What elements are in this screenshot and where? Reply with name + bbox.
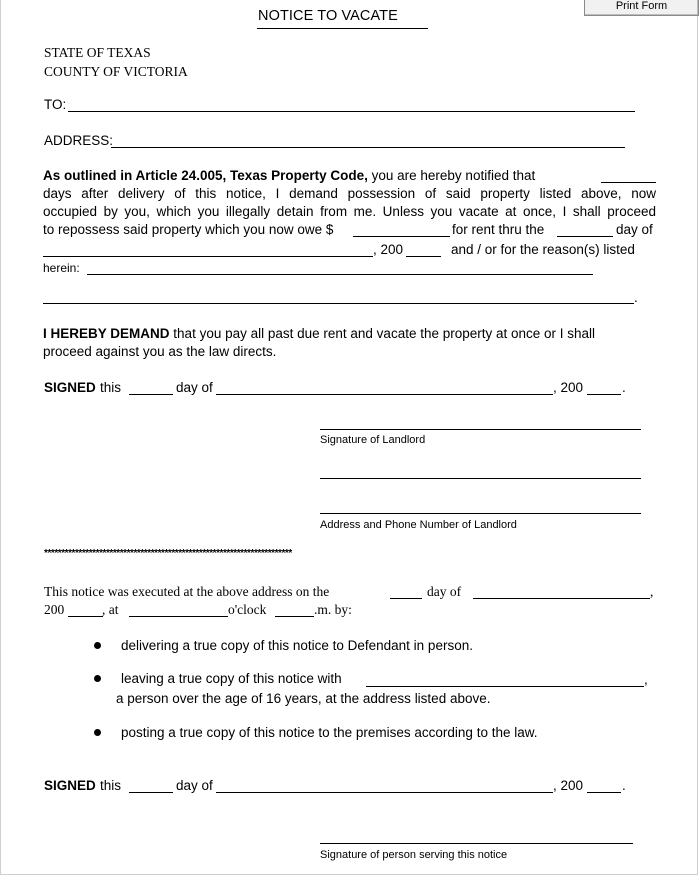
p1-owe-text: to repossess said property which you now owe $ <box>43 222 334 237</box>
address-label: ADDRESS: <box>44 133 114 148</box>
landlord-address-field-2[interactable] <box>320 513 641 514</box>
signed1-end: . <box>622 380 626 395</box>
signed2-day-of: day of <box>176 778 213 793</box>
asterisk-separator: ************************************************************************ <box>44 548 292 559</box>
signed1-day-field[interactable] <box>129 394 173 395</box>
exec-month-field[interactable] <box>473 598 650 599</box>
signed2-year-prefix: , 200 <box>553 778 584 793</box>
rent-thru-year-field[interactable] <box>406 256 441 257</box>
title-underline <box>257 28 428 29</box>
leaving-with-field[interactable] <box>366 686 644 687</box>
signed1-year-field[interactable] <box>587 394 621 395</box>
exec-year-prefix: 200 <box>44 602 65 617</box>
server-signature-label: Signature of person serving this notice <box>320 849 508 861</box>
bullet-icon <box>94 642 101 649</box>
bullet-leaving: leaving a true copy of this notice with <box>121 671 342 686</box>
signed1-label: SIGNED <box>44 380 96 395</box>
p1-article-ref: As outlined in Article 24.005, Texas Property Code, <box>43 168 368 183</box>
bullet-leaving-cont: a person over the age of 16 years, at the address listed above. <box>116 691 491 706</box>
signed1-day-of: day of <box>176 380 213 395</box>
exec-year-field[interactable] <box>68 616 103 617</box>
signed1-year-prefix: , 200 <box>553 380 584 395</box>
exec-comma: , <box>650 584 654 599</box>
signed2-end: . <box>622 778 626 793</box>
p1-reasons-text: and / or for the reason(s) listed <box>451 242 635 257</box>
page-title: NOTICE TO VACATE <box>258 8 398 24</box>
exec-time-field[interactable] <box>129 616 228 617</box>
to-field[interactable] <box>68 111 635 112</box>
landlord-address-field-1[interactable] <box>320 478 641 479</box>
print-form-button[interactable]: Print Form <box>584 0 699 16</box>
bullet-icon <box>94 675 101 682</box>
herein-label: herein: <box>43 261 80 275</box>
landlord-signature-label: Signature of Landlord <box>320 434 426 446</box>
p1-line1-text: you are hereby notified that <box>371 168 536 183</box>
p1-day-of-text: day of <box>616 222 653 237</box>
exec-line1-text: This notice was executed at the above address on the <box>44 584 330 599</box>
rent-thru-month-field[interactable] <box>43 256 373 257</box>
state-label: STATE OF TEXAS <box>44 45 151 60</box>
signed2-month-field[interactable] <box>216 792 553 793</box>
p1-rent-thru-text: for rent thru the <box>452 222 545 237</box>
exec-oclock: o'clock <box>228 602 267 617</box>
exec-ampm-field[interactable] <box>275 616 314 617</box>
bullet-icon <box>94 729 101 736</box>
exec-day-field[interactable] <box>390 598 422 599</box>
reasons-field-2[interactable] <box>43 303 634 304</box>
leaving-comma: , <box>644 672 648 687</box>
exec-at: , at <box>102 602 119 617</box>
amount-owed-field[interactable] <box>353 236 450 237</box>
signed2-label: SIGNED <box>44 778 96 793</box>
p2-line1-text: that you pay all past due rent and vacate the property at once or I shall <box>173 326 596 341</box>
bullet-posting: posting a true copy of this notice to the premises according to the law. <box>121 725 538 740</box>
signed2-this: this <box>100 778 122 793</box>
p2-line1 <box>43 326 595 341</box>
signed2-year-field[interactable] <box>587 792 621 793</box>
server-signature-field[interactable] <box>320 843 633 844</box>
to-label: TO: <box>44 97 67 112</box>
bullet-delivering: delivering a true copy of this notice to Defendant in person. <box>121 638 473 653</box>
p1-line3: occupied by you, which you illegally detain from me. Unless you vacate at once, I shall proceed <box>43 204 656 219</box>
signed1-this: this <box>100 380 122 395</box>
p2-line2: proceed against you as the law directs. <box>43 344 277 359</box>
landlord-address-label: Address and Phone Number of Landlord <box>320 519 517 531</box>
reasons-period: . <box>634 290 638 305</box>
p1-line2: days after delivery of this notice, I demand possession of said property listed above, now <box>43 186 656 201</box>
county-label: COUNTY OF VICTORIA <box>44 64 188 79</box>
exec-by: .m. by: <box>314 602 352 617</box>
p1-year-prefix: , 200 <box>373 242 404 257</box>
notice-days-field[interactable] <box>601 182 656 183</box>
exec-day-of: day of <box>427 584 462 599</box>
address-field[interactable] <box>111 147 625 148</box>
reasons-field-1[interactable] <box>87 274 593 275</box>
signed2-day-field[interactable] <box>129 792 173 793</box>
landlord-signature-field[interactable] <box>320 429 641 430</box>
p2-demand-bold: I HEREBY DEMAND <box>43 326 170 341</box>
signed1-month-field[interactable] <box>216 394 553 395</box>
rent-thru-day-field[interactable] <box>557 236 613 237</box>
p1-line1 <box>43 168 535 183</box>
